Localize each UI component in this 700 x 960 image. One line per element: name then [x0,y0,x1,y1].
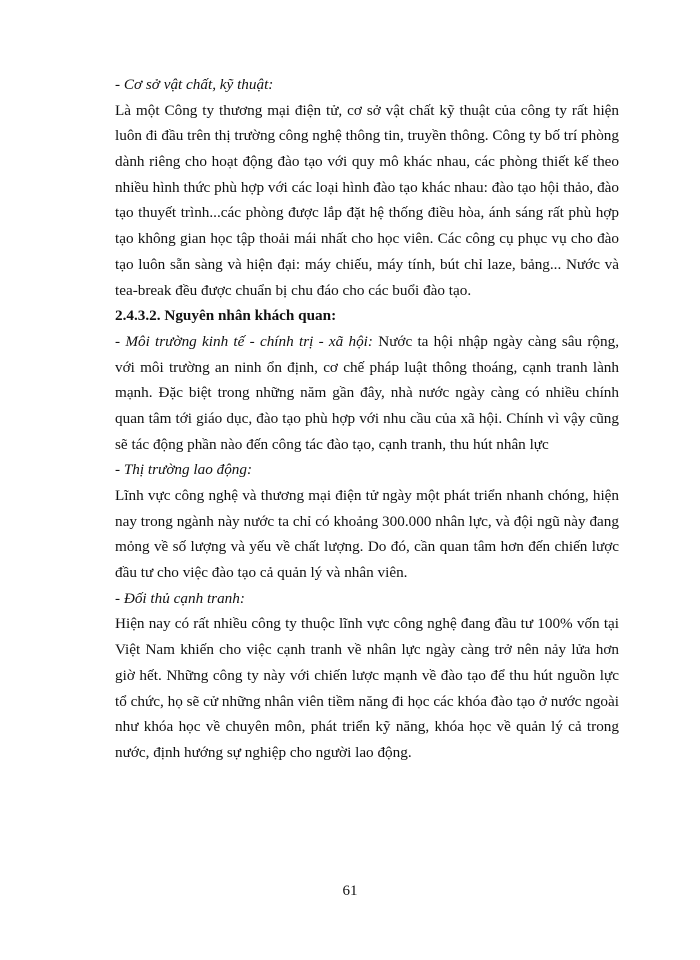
paragraph-line: như khóa học về chuyên môn, phát triển kỹ năng, khóa học về quản lý cả trong [115,718,619,736]
section-heading-co-so-vat-chat: - Cơ sở vật chất, kỹ thuật: [115,76,274,93]
paragraph-line: tạo thuyết trình...các phòng được lắp đặt hệ thống điều hòa, ánh sáng rất phù hợp [115,204,619,222]
paragraph-line: tạo không gian học tập thoải mái nhất cho học viên. Các công cụ phục vụ cho đào [115,230,619,248]
paragraph-line: Lĩnh vực công nghệ và thương mại điện tử ngày một phát triển nhanh chóng, hiện [115,487,619,504]
paragraph-line-lead [115,329,619,355]
section-heading-thi-truong: - Thị trường lao động: [115,461,253,479]
paragraph-line: luôn đi đầu trên thị trường công nghệ thông tin, truyền thông. Công ty bố trí phòng [115,127,619,145]
paragraph-line: Là một Công ty thương mại điện tử, cơ sở vật chất kỹ thuật của công ty rất hiện [115,101,619,119]
paragraph-line: tổ chức, họ sẽ cử những nhân viên tiềm năng đi học các khóa đào tạo ở nước ngoài [115,692,619,710]
paragraph-line: dành riêng cho hoạt động đào tạo với quy mô khác nhau, các phòng thiết kế theo [115,153,619,171]
paragraph-line-last: tea-break đều được chuẩn bị chu đáo cho các buổi đào tạo. [115,281,472,299]
page-number: 61 [342,883,358,899]
paragraph-line: quan tâm tới giáo dục, đào tạo phù hợp với nhu cầu của xã hội. Chính vì vậy cũng [115,409,619,427]
paragraph-line-last: sẽ tác động phần nào đến công tác đào tạo, cạnh tranh, thu hút nhân lực [115,435,549,453]
paragraph-line: với môi trường an ninh ổn định, cơ chế pháp luật thông thoáng, cạnh tranh lành [115,358,619,376]
paragraph-line: nay trong ngành này nước ta chỉ có khoảng 300.000 nhân lực, và đội ngũ này đang [115,512,619,530]
subsection-heading: 2.4.3.2. Nguyên nhân khách quan: [115,307,337,325]
paragraph-line-last: đầu tư cho việc đào tạo cả quản lý và nhân viên. [115,564,408,582]
page-body [115,72,619,766]
paragraph-line: mỏng về số lượng và yếu về chất lượng. Do đó, cần quan tâm hơn đến chiến lược [115,538,619,556]
paragraph-line: giờ hết. Những công ty này với chiến lược mạnh về đào tạo để thu hút nguồn lực [115,666,619,684]
paragraph-line: Việt Nam khiến cho việc cạnh tranh về nhân lực ngày càng trở nên nảy lửa hơn [115,641,619,659]
paragraph-line: tạo luôn sẵn sàng và hiện đại: máy chiếu, máy tính, bút chỉ laze, bảng... Nước và [115,255,619,273]
section-heading-doi-thu: - Đối thủ cạnh tranh: [115,589,245,607]
paragraph-line: Hiện nay có rất nhiều công ty thuộc lĩnh vực công nghệ đang đầu tư 100% vốn tại [115,615,619,633]
paragraph-line-last: nước, định hướng sự nghiệp cho người lao động. [115,743,412,761]
section-heading-moi-truong: - Môi trường kinh tế - chính trị - xã hội: [115,332,373,350]
paragraph-line: nhiều hình thức phù hợp với các loại hình đào tạo khác nhau: đào tạo hội thảo, đào [115,178,619,196]
paragraph-line: mạnh. Đặc biệt trong những năm gần đây, nhà nước ngày càng có nhiều chính [115,384,619,402]
lead-text: Nước ta hội nhập ngày càng sâu rộng, [378,332,619,350]
